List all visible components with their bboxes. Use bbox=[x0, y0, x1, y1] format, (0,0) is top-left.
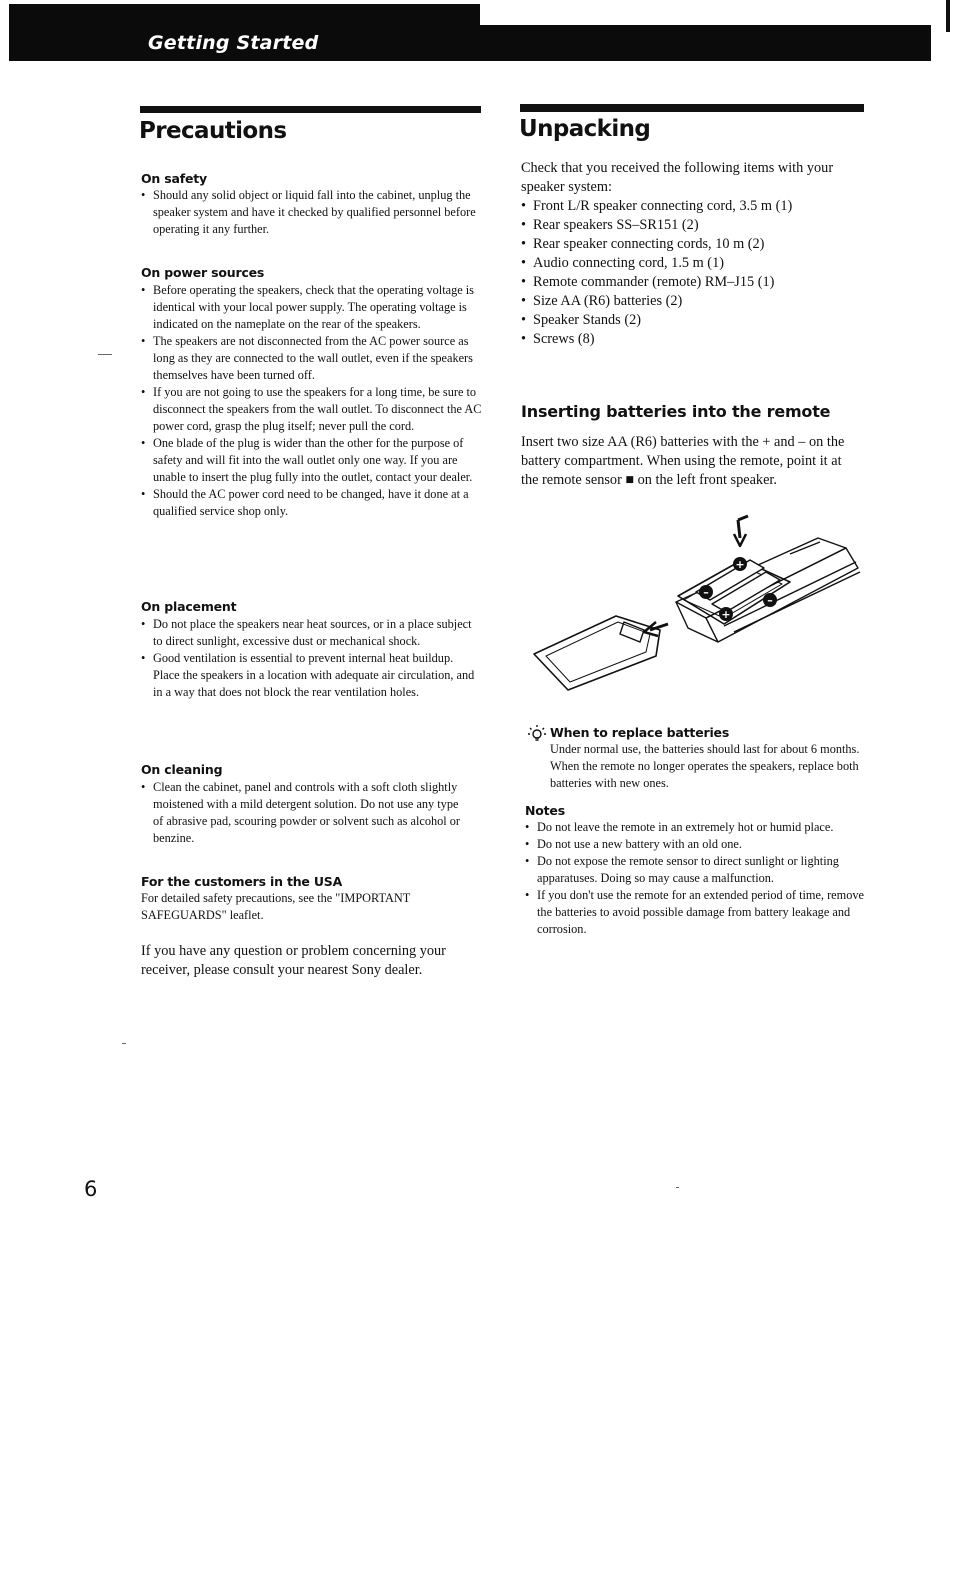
batteries-body: Insert two size AA (R6) batteries with the + and – on the battery compartment. When using the remote, point it at the remote sensor ■ on the left front speaker. bbox=[521, 434, 845, 488]
on-cleaning-list bbox=[141, 779, 471, 847]
svg-text:+: + bbox=[735, 558, 745, 571]
scan-speck bbox=[676, 1187, 679, 1188]
svg-text:+: + bbox=[721, 608, 731, 621]
unpacking-rule bbox=[520, 104, 864, 112]
lightbulb-tip-icon bbox=[526, 722, 548, 744]
precautions-title: Precautions bbox=[139, 118, 287, 144]
on-power-sources-list bbox=[141, 282, 483, 520]
list-item: • Should the AC power cord need to be changed, have it done at a qualified service shop only. bbox=[141, 486, 483, 520]
list-item: • Good ventilation is essential to prevent internal heat buildup. Place the speakers in a location with adequate air circulation, and in a way that does not block the rear ventilation holes. bbox=[141, 650, 477, 701]
usa-heading: For the customers in the USA bbox=[141, 874, 343, 889]
notes-list bbox=[525, 819, 867, 938]
unpacking-list bbox=[521, 197, 866, 349]
precautions-rule bbox=[140, 106, 481, 113]
list-item: • Size AA (R6) batteries (2) bbox=[521, 292, 866, 311]
tip-heading: When to replace batteries bbox=[550, 725, 730, 740]
unpacking-title: Unpacking bbox=[519, 116, 651, 142]
section-header-title: Getting Started bbox=[148, 32, 319, 54]
svg-text:–: – bbox=[767, 594, 773, 607]
list-item: • The speakers are not disconnected from the AC power source as long as they are connected to the wall outlet, even if the speakers themselves have been turned off. bbox=[141, 333, 483, 384]
scan-speck bbox=[98, 354, 112, 355]
svg-text:–: – bbox=[703, 586, 709, 599]
list-item: • Clean the cabinet, panel and controls with a soft cloth slightly moistened with a mild detergent solution. Do not use any type of abrasive pad, scouring powder or solvent such as alcohol or benzine. bbox=[141, 779, 471, 847]
on-placement-heading: On placement bbox=[141, 599, 237, 614]
on-power-sources-heading: On power sources bbox=[141, 265, 265, 280]
list-item: • Should any solid object or liquid fall into the cabinet, unplug the speaker system and have it checked by qualified personnel before operating it any further. bbox=[141, 187, 481, 238]
batteries-heading: Inserting batteries into the remote bbox=[521, 402, 831, 421]
list-item: • Before operating the speakers, check that the operating voltage is identical with your local power supply. The operating voltage is indicated on the nameplate on the rear of the speakers. bbox=[141, 282, 483, 333]
list-item: • Do not leave the remote in an extremely hot or humid place. bbox=[525, 819, 867, 836]
list-item: • Remote commander (remote) RM–J15 (1) bbox=[521, 273, 866, 292]
on-safety-list bbox=[141, 187, 481, 238]
tip-text: Under normal use, the batteries should last for about 6 months. When the remote no longer operates the speakers, replace both batteries with new ones. bbox=[550, 742, 860, 790]
list-item: • Do not expose the remote sensor to direct sunlight or lighting apparatuses. Doing so may cause a malfunction. bbox=[525, 853, 867, 887]
list-item: • Speaker Stands (2) bbox=[521, 311, 866, 330]
edge-mark bbox=[946, 0, 950, 32]
closing-paragraph: If you have any question or problem concerning your receiver, please consult your nearest Sony dealer. bbox=[141, 943, 446, 978]
list-item: • Do not use a new battery with an old one. bbox=[525, 836, 867, 853]
usa-text: For detailed safety precautions, see the "IMPORTANT SAFEGUARDS" leaflet. bbox=[141, 891, 411, 922]
list-item: • Rear speakers SS–SR151 (2) bbox=[521, 216, 866, 235]
on-safety-heading: On safety bbox=[141, 171, 207, 186]
list-item: • One blade of the plug is wider than the other for the purpose of safety and will fit into the wall outlet only one way. If you are unable to insert the plug fully into the outlet, contact your dealer. bbox=[141, 435, 483, 486]
list-item: • Screws (8) bbox=[521, 330, 866, 349]
list-item: • Rear speaker connecting cords, 10 m (2) bbox=[521, 235, 866, 254]
on-placement-list bbox=[141, 616, 477, 701]
unpacking-intro: Check that you received the following items with your speaker system: bbox=[521, 160, 834, 195]
scan-speck bbox=[122, 1043, 126, 1044]
list-item: • Front L/R speaker connecting cord, 3.5 m (1) bbox=[521, 197, 866, 216]
list-item: • If you don't use the remote for an extended period of time, remove the batteries to avoid possible damage from battery leakage and corrosion. bbox=[525, 887, 867, 938]
notes-heading: Notes bbox=[525, 803, 565, 818]
header-notch bbox=[480, 4, 932, 25]
list-item: • Do not place the speakers near heat sources, or in a place subject to direct sunlight, excessive dust or mechanical shock. bbox=[141, 616, 477, 650]
remote-battery-illustration bbox=[528, 506, 864, 696]
list-item: • If you are not going to use the speakers for a long time, be sure to disconnect the speakers from the wall outlet. To disconnect the AC power cord, grasp the plug itself; never pull the cord. bbox=[141, 384, 483, 435]
on-cleaning-heading: On cleaning bbox=[141, 762, 223, 777]
list-item: • Audio connecting cord, 1.5 m (1) bbox=[521, 254, 866, 273]
page-number: 6 bbox=[84, 1177, 98, 1201]
